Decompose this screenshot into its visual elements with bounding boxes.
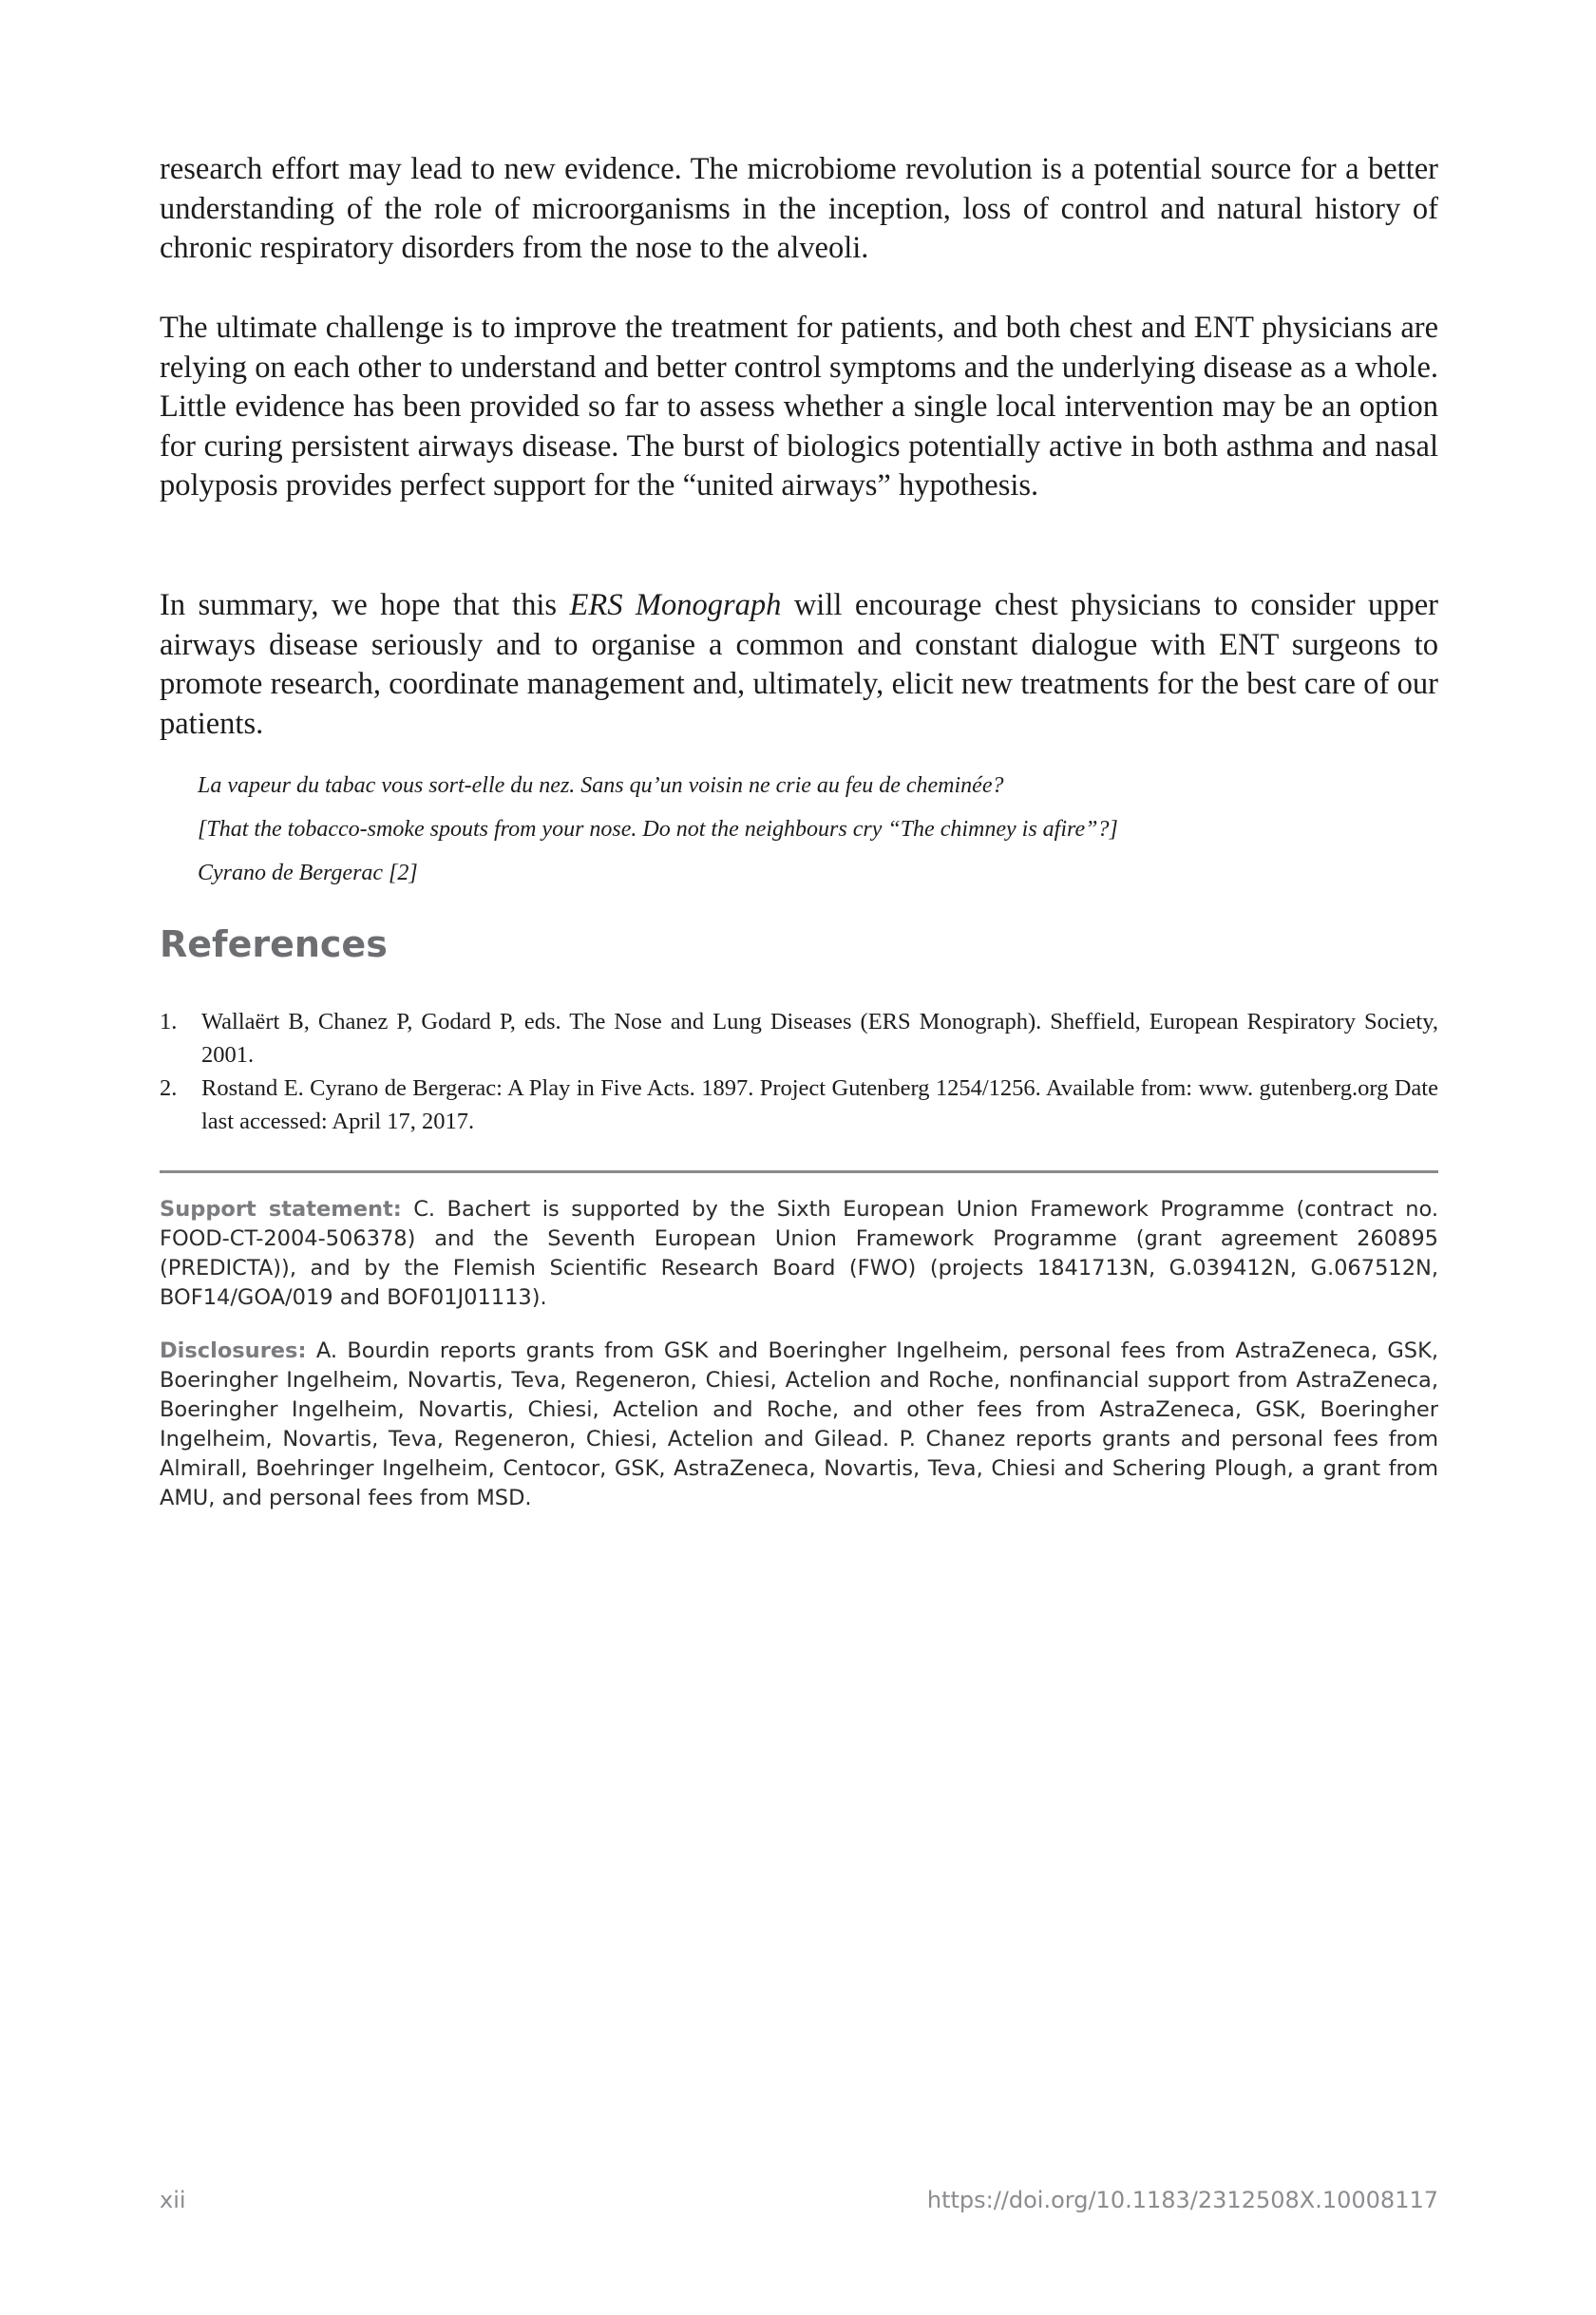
disclosures-text: A. Bourdin reports grants from GSK and Boeringher Ingelheim, personal fees from AstraZeneca, GSK, Boeringher Ingelheim, Novartis, Teva, Regeneron, Chiesi, Actelion and Roche, nonfinancial support from AstraZeneca, Boeringher Ingelheim, Novartis, Chiesi, Actelion and Roche, and other fees from AstraZeneca, GSK, Boeringher Ingelheim, Novartis, Teva, Regeneron, Chiesi, Actelion and Gilead. P. Chanez reports grants and personal fees from Almirall, Boehringer Ingelheim, Centocor, GSK, AstraZeneca, Novartis, Teva, Chiesi and Schering Plough, a grant from AMU, and personal fees from MSD. [160, 1338, 1438, 1510]
disclosures [160, 1337, 1438, 1513]
quote-english: [That the tobacco-smoke spouts from your nose. Do not the neighbours cry “The chimney is afire”?] [198, 817, 1118, 842]
doi-link[interactable]: https://doi.org/10.1183/2312508X.10008117 [926, 2187, 1438, 2213]
reference-item [160, 1005, 1438, 1072]
monograph-title-italic: ERS Monograph [569, 588, 782, 622]
reference-number: 2. [160, 1075, 178, 1101]
paragraph-3-text-end: will encourage chest physicians to consider upper airways disease seriously and to organise a common and constant dialogue with ENT surgeons to promote research, coordinate management and, ultimately, elicit new treatments for the best care of our patients. [160, 588, 1438, 741]
paragraph-3-text-start: In summary, we hope that this [160, 588, 570, 622]
quote-french: La vapeur du tabac vous sort-elle du nez. Sans qu’un voisin ne crie au feu de cheminée? [198, 773, 1004, 798]
support-statement-label: Support statement: [160, 1197, 402, 1222]
reference-item [160, 1072, 1438, 1138]
body-paragraph-2: The ultimate challenge is to improve the treatment for patients, and both chest and ENT physicians are relying on each other to understand and better control symptoms and the underlying disease as a whole. Little evidence has been provided so far to assess whether a single local intervention may be an option for curing persistent airways disease. The burst of biologics potentially active in both asthma and nasal polyposis provides perfect support for the “united airways” hypothesis. [160, 311, 1438, 503]
section-divider [160, 1170, 1438, 1173]
support-statement [160, 1195, 1438, 1313]
references-heading: References [160, 923, 388, 965]
quote-attribution: Cyrano de Bergerac [2] [198, 861, 418, 885]
disclosures-label: Disclosures: [160, 1338, 307, 1363]
reference-number: 1. [160, 1009, 178, 1034]
reference-text: Wallaërt B, Chanez P, Godard P, eds. The Nose and Lung Diseases (ERS Monograph). Sheffield, European Respiratory Society, 2001. [201, 1009, 1438, 1068]
reference-list [160, 1005, 1438, 1138]
body-paragraph-1: research effort may lead to new evidence. The microbiome revolution is a potential source for a better understanding of the role of microorganisms in the inception, loss of control and natural history of chronic respiratory disorders from the nose to the alveoli. [160, 152, 1438, 265]
body-paragraph-3 [160, 586, 1438, 744]
reference-text: Rostand E. Cyrano de Bergerac: A Play in Five Acts. 1897. Project Gutenberg 1254/1256. Available from: www. gutenberg.org Date last accessed: April 17, 2017. [201, 1075, 1438, 1134]
page-number: xii [160, 2187, 186, 2213]
support-statement-text: C. Bachert is supported by the Sixth European Union Framework Programme (contract no. FOOD-CT-2004-506378) and the Seventh European Union Framework Programme (grant agreement 260895 (PREDICTA)), and by the Flemish Scientific Research Board (FWO) (projects 1841713N, G.039412N, G.067512N, BOF14/GOA/019 and BOF01J01113). [160, 1197, 1438, 1310]
